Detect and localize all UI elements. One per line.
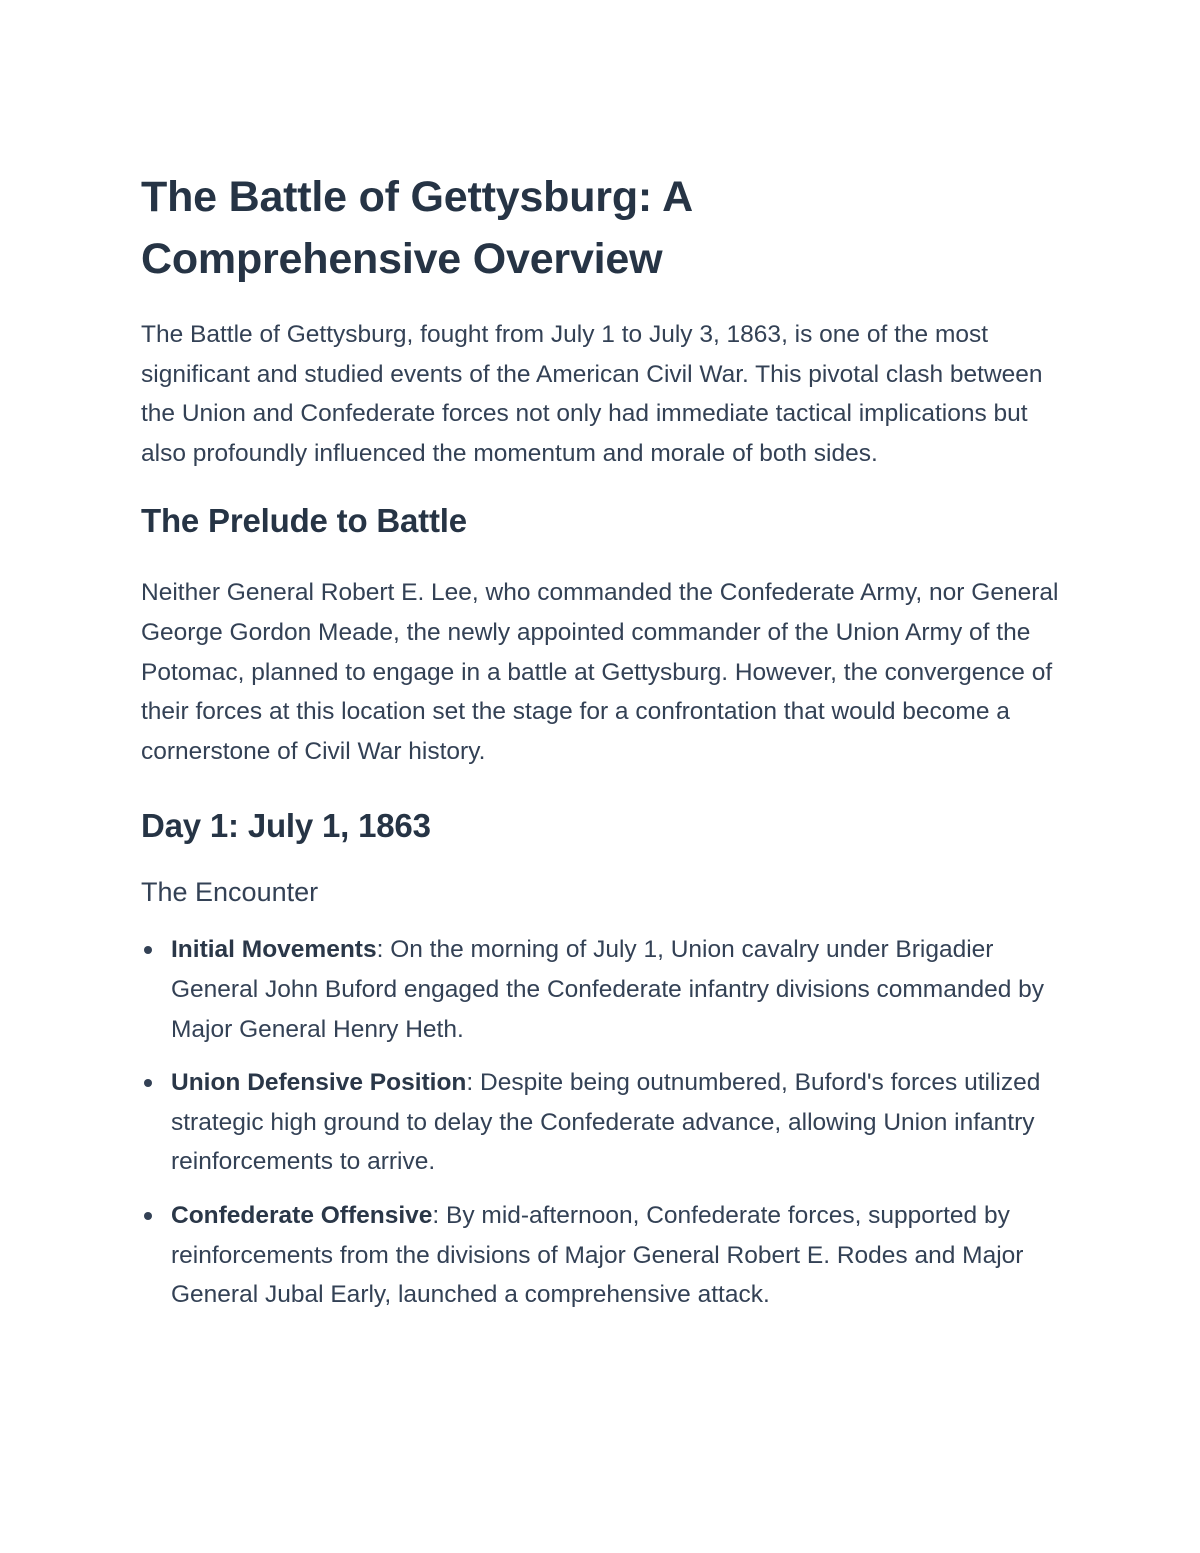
document-title-line-2: Comprehensive Overview — [141, 235, 663, 283]
section-heading-prelude: The Prelude to Battle — [141, 502, 467, 540]
list-item-text: : By mid-afternoon, Confederate forces, supported by reinforcements from the divisions of Major General Robert E. Rodes and Major General Jubal Early, launched a comprehensive attack. — [171, 1201, 1024, 1309]
intro-paragraph: The Battle of Gettysburg, fought from July 1 to July 3, 1863, is one of the most significant and studied events of the American Civil War. This pivotal clash between the Union and Confederate forces not only had immediate tactical implications but also profoundly influenced the momentum and morale of both sides. — [141, 321, 1043, 467]
document-page — [141, 166, 1066, 1329]
list-item-text: : Despite being outnumbered, Buford's forces utilized strategic high ground to delay the Confederate advance, allowing Union infantry reinforcements to arrive. — [171, 1069, 1041, 1176]
list-item-term: Initial Movements — [171, 936, 377, 964]
list-item — [141, 1063, 1066, 1182]
bullet-icon — [144, 946, 152, 954]
bullet-icon — [144, 1212, 152, 1220]
list-item — [141, 1196, 1066, 1315]
bullet-icon — [144, 1079, 152, 1087]
subheading-encounter: The Encounter — [141, 877, 319, 908]
list-item-term: Confederate Offensive — [171, 1201, 433, 1229]
document-title-line-1: The Battle of Gettysburg: A — [141, 173, 694, 221]
prelude-paragraph: Neither General Robert E. Lee, who commanded the Confederate Army, nor General George Gordon Meade, the newly appointed commander of the Union Army of the Potomac, planned to engage in a battle at Gettysburg. However, the convergence of their forces at this location set the stage for a confrontation that would become a cornerstone of Civil War history. — [141, 579, 1059, 765]
encounter-list — [141, 930, 1066, 1314]
list-item — [141, 930, 1066, 1049]
list-item-term: Union Defensive Position — [171, 1069, 467, 1097]
document-title — [141, 166, 1066, 290]
list-item-text: : On the morning of July 1, Union cavalry under Brigadier General John Buford engaged the Confederate infantry divisions commanded by Major General Henry Heth. — [171, 936, 1045, 1043]
section-heading-day-1: Day 1: July 1, 1863 — [141, 807, 431, 845]
